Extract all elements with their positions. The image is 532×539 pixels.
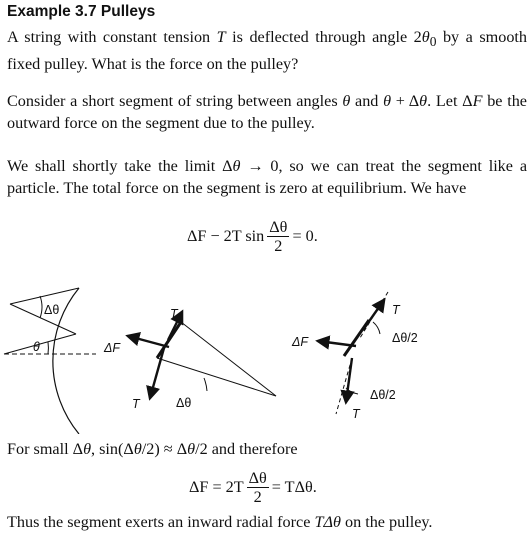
dashed-axis-bottom: [336, 358, 352, 414]
free-body-diagram: [103, 307, 276, 411]
eq2-lhs: ΔF = 2T: [189, 478, 244, 496]
extension-line-bottom: [157, 358, 276, 396]
radius-line-lower: [10, 304, 76, 334]
eq2-fraction: [247, 469, 269, 506]
eq2-numerator: Δθ: [248, 469, 267, 487]
fig-label-delta-f-1: ΔF: [104, 341, 121, 355]
pulley-arc-diagram: [4, 288, 96, 434]
fig-label-tension-bottom-2: T: [352, 407, 360, 421]
fig-label-tension-top-2: T: [392, 303, 400, 317]
fig-label-delta-f-2: ΔF: [292, 335, 309, 349]
fig-label-dtheta-1: Δθ: [176, 396, 192, 410]
equilibrium-equation: [187, 218, 318, 255]
eq1-fraction: [267, 218, 289, 255]
tension-arrow-bottom-2: [346, 358, 352, 402]
intro-paragraph: A string with constant tension T is deflected through angle $2\theta_0$ by a smooth fixed pulley. What is the force on the pulley?: [7, 28, 527, 74]
fig-label-dtheta-half-bottom: Δθ/2: [370, 388, 396, 402]
eq2-denominator: 2: [253, 488, 262, 506]
result-equation: [189, 469, 317, 506]
fig-label-dtheta-arc: Δθ: [44, 303, 60, 317]
eq1-denominator: 2: [274, 237, 283, 255]
dtheta-angle-mark: [204, 378, 207, 391]
conclusion-paragraph: Thus the segment exerts an inward radial force TΔθ on the pulley.: [7, 513, 433, 531]
fig-label-tension-top-1: T: [170, 307, 178, 321]
resolved-force-diagram: [291, 292, 418, 421]
half-angle-mark-top: [373, 322, 380, 334]
small-angle-paragraph: For small Δθ, sin(Δθ/2) ≈ Δθ/2 and therefore: [7, 440, 298, 458]
extension-line-top: [181, 322, 276, 396]
fig-label-theta-arc: θ: [33, 340, 40, 354]
limit-paragraph: We shall shortly take the limit Δθ → 0, so we can treat the segment like a particle. The total force on the segment is zero at equilibrium. We have: [7, 157, 527, 197]
segment-paragraph: Consider a short segment of string between angles θ and θ + Δθ. Let ΔF be the outward force on the segment due to the pulley.: [7, 92, 527, 132]
delta-f-arrow-2: [318, 341, 356, 346]
eq1-rhs: = 0.: [292, 227, 318, 245]
eq1-numerator: Δθ: [269, 218, 288, 236]
dtheta-angle-arc: [40, 296, 42, 318]
example-heading: Example 3.7 Pulleys: [7, 3, 156, 20]
delta-f-arrow: [128, 336, 169, 347]
eq1-lhs: ΔF − 2T sin: [187, 227, 265, 245]
fig-label-dtheta-half-top: Δθ/2: [392, 331, 418, 345]
fig-label-tension-bottom-1: T: [132, 397, 140, 411]
eq2-rhs: = TΔθ.: [271, 478, 317, 496]
pulley-figure: [0, 284, 532, 434]
angle-radius-line: [4, 334, 76, 354]
